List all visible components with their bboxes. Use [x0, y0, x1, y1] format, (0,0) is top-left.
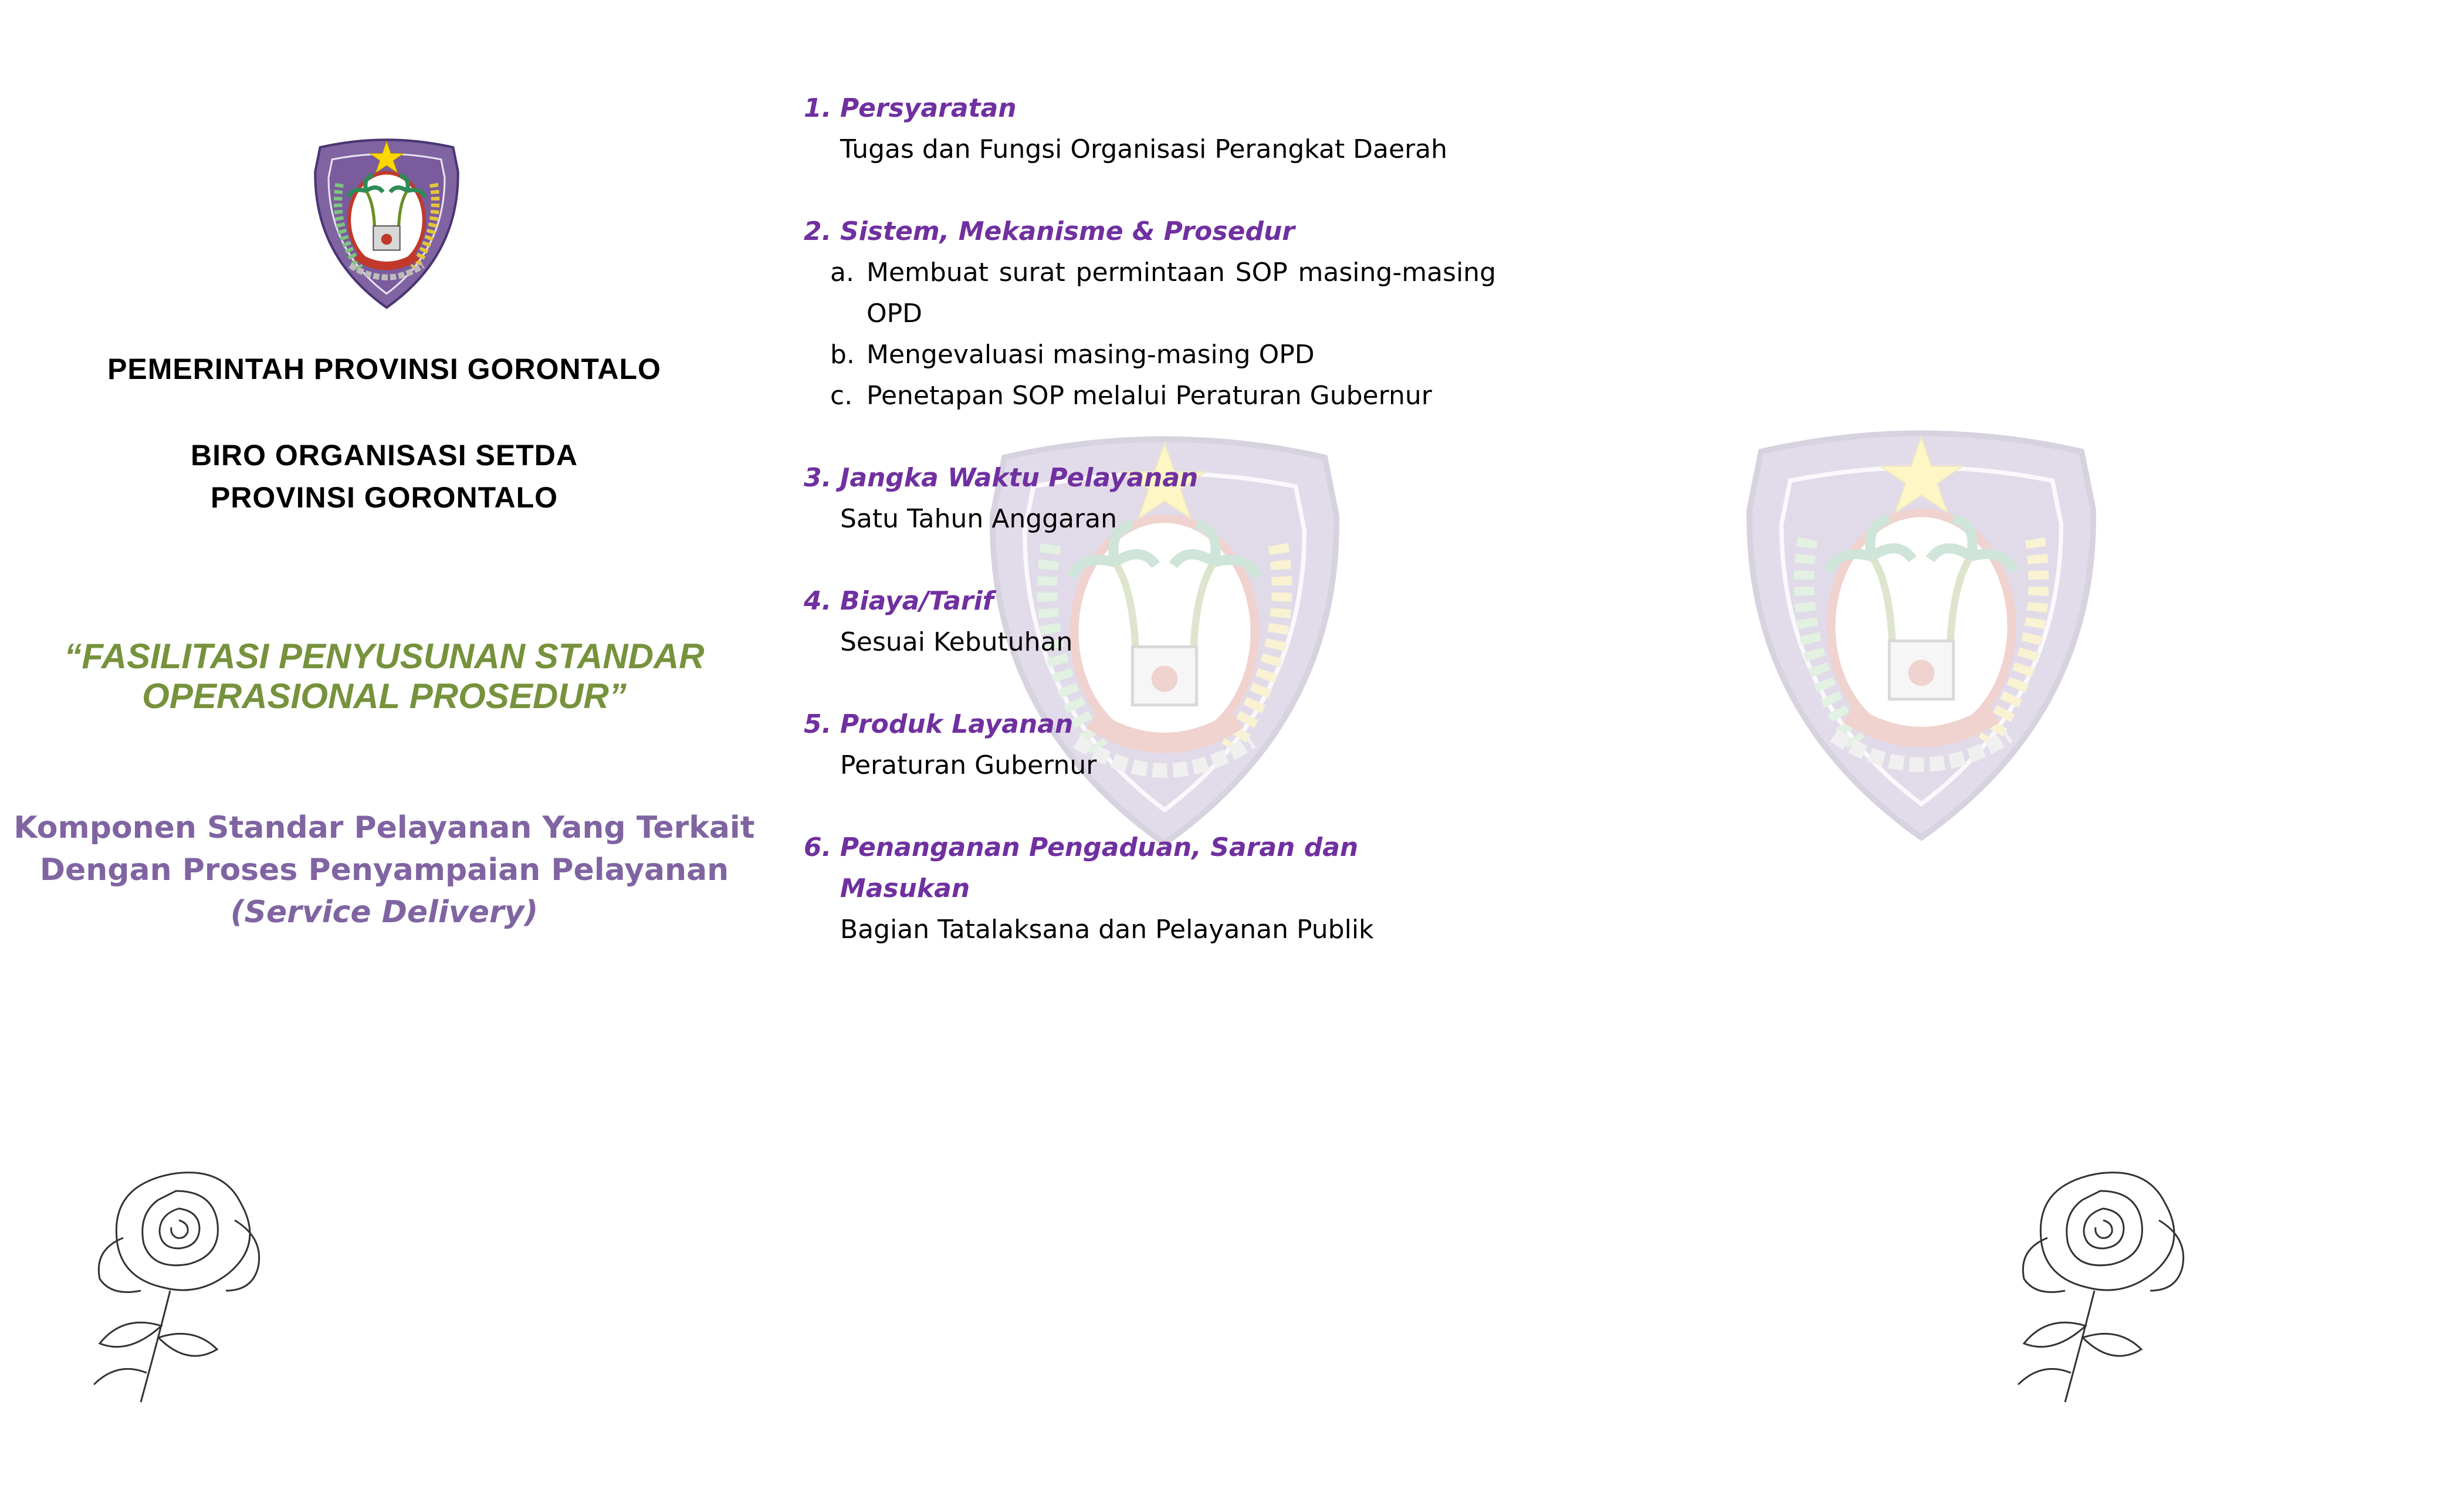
item-title: Penanganan Pengaduan, Saran dan Masukan [840, 832, 1359, 903]
rose-icon [1983, 1150, 2218, 1408]
item-number: 6. [804, 832, 832, 862]
sub-item-letter: a. [830, 258, 854, 287]
sub-item-letter: b. [830, 340, 855, 370]
list-item [804, 827, 1496, 950]
document-title-line-1: “FASILITASI PENYUSUNAN STANDAR [64, 637, 705, 676]
sub-item-text: Membuat surat permintaan SOP masing-masing OPD [867, 258, 1496, 329]
item-number: 3. [804, 463, 832, 493]
sub-item-text: Penetapan SOP melalui Peraturan Gubernur [867, 381, 1432, 411]
gorontalo-emblem-watermark-icon [1722, 422, 2121, 845]
list-item [804, 704, 1496, 786]
sub-item [804, 252, 1496, 334]
rose-icon [59, 1150, 293, 1408]
item-title: Sistem, Mekanisme & Prosedur [840, 216, 1295, 246]
document-title-line-2: OPERASIONAL PROSEDUR” [142, 676, 627, 716]
item-number: 5. [804, 709, 832, 739]
document-title [0, 637, 769, 716]
item-title: Persyaratan [840, 93, 1017, 123]
item-title: Biaya/Tarif [840, 586, 994, 616]
bureau-title [0, 434, 769, 519]
component-subtitle [0, 807, 769, 933]
list-item [804, 458, 1496, 540]
item-desc: Tugas dan Fungsi Organisasi Perangkat Daerah [840, 134, 1448, 164]
item-title: Produk Layanan [840, 709, 1074, 739]
item-desc: Peraturan Gubernur [840, 750, 1097, 780]
item-title: Jangka Waktu Pelayanan [840, 463, 1199, 493]
gorontalo-emblem-icon [308, 135, 465, 311]
bureau-line-1: BIRO ORGANISASI SETDA [191, 439, 578, 472]
item-desc: Satu Tahun Anggaran [840, 504, 1117, 534]
item-number: 2. [804, 216, 832, 246]
item-desc: Sesuai Kebutuhan [840, 627, 1073, 657]
component-line-1: Komponen Standar Pelayanan Yang Terkait [13, 810, 755, 845]
component-line-3: (Service Delivery) [230, 895, 539, 930]
sub-item-text: Mengevaluasi masing-masing OPD [867, 340, 1315, 370]
list-item [804, 581, 1496, 663]
item-desc: Bagian Tatalaksana dan Pelayanan Publik [840, 915, 1374, 945]
item-number: 4. [804, 586, 832, 616]
sub-item [804, 334, 1496, 375]
item-number: 1. [804, 93, 832, 123]
bureau-line-2: PROVINSI GORONTALO [210, 481, 559, 514]
list-item [804, 211, 1496, 417]
service-component-list [804, 88, 1496, 991]
sub-item-letter: c. [830, 381, 853, 411]
sub-item [804, 375, 1496, 417]
list-item [804, 88, 1496, 170]
component-line-2: Dengan Proses Penyampaian Pelayanan [39, 852, 729, 888]
government-title: PEMERINTAH PROVINSI GORONTALO [107, 353, 661, 385]
